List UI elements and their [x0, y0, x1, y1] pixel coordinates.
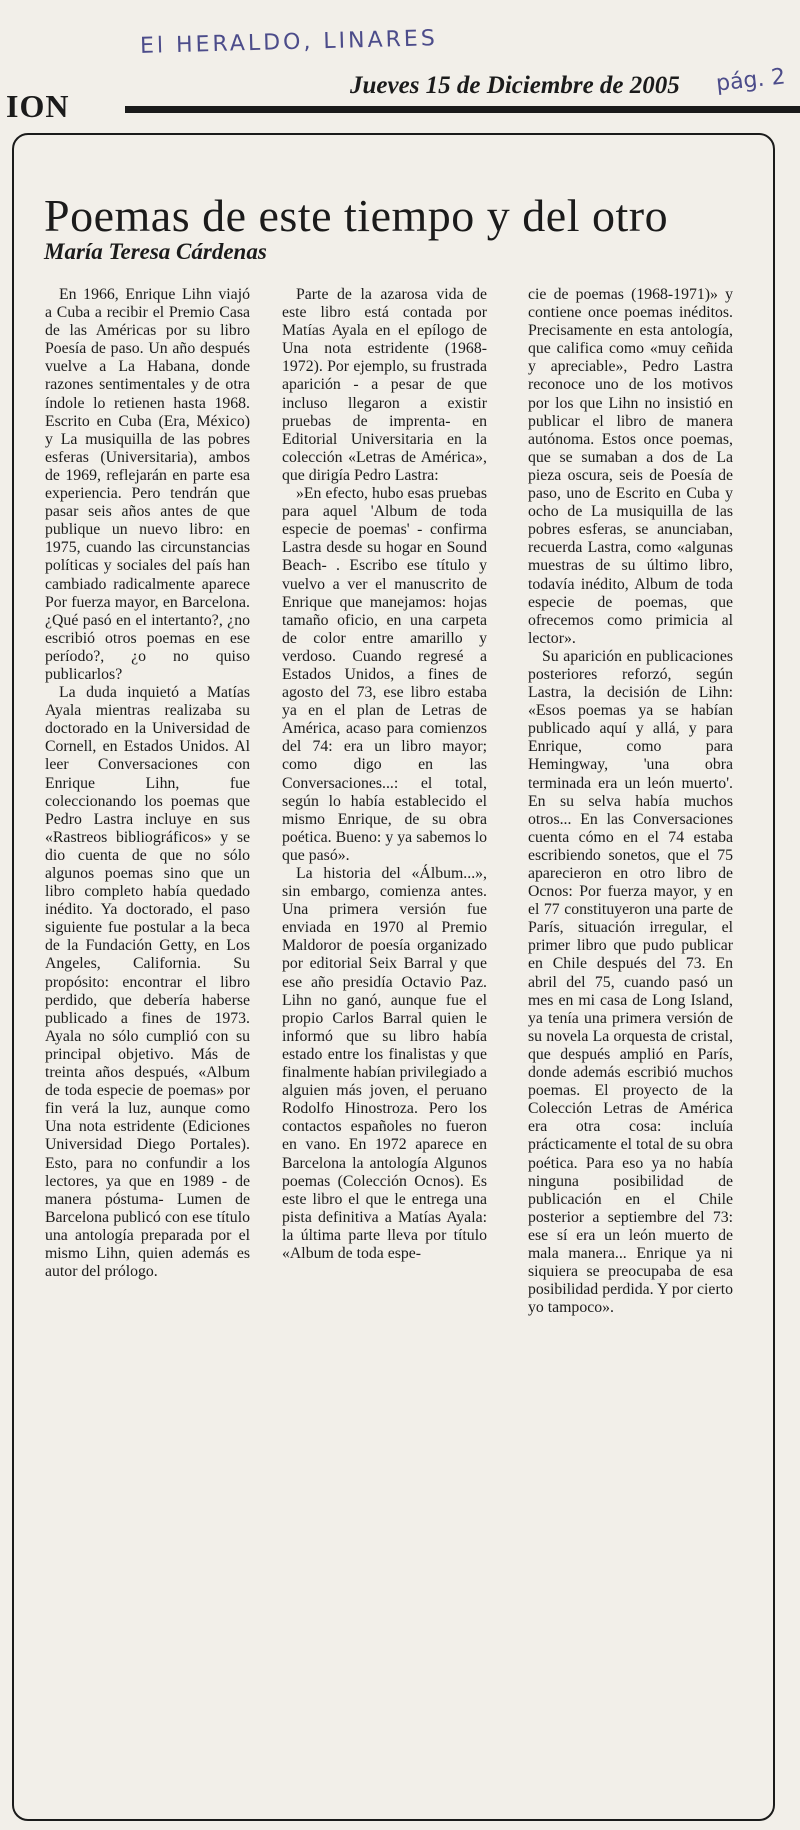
header-rule — [125, 106, 800, 113]
article-title: Poemas de este tiempo y del otro — [44, 189, 669, 241]
article-column-2 — [282, 286, 487, 1263]
article-column-1 — [45, 286, 250, 1281]
paragraph: La historia del «Álbum...», sin embargo, comienza antes. Una primera versión fue enviada en 1970 al Premio Maldoror de poesía organizado por editorial Seix Barral y que ese año presidía Octavio Paz. Lihn no ganó, aunque fue el propio Carlos Barral quien le informó que su libro había estado entre los finalistas y que finalmente habían privilegiado a alguien más joven, el peruano Rodolfo Hinostroza. Pero los contactos españoles no fueron en vano. En 1972 aparece en Barcelona la antología Algunos poemas (Colección Ocnos). Es este libro el que le entrega una pista definitiva a Matías Ayala: la última parte lleva por título «Album de toda espe- — [282, 865, 487, 1262]
article-column-3 — [528, 286, 733, 1317]
dateline: Jueves 15 de Diciembre de 2005 — [350, 72, 680, 99]
page-note: pág. 2 — [714, 64, 787, 97]
paragraph: En 1966, Enrique Lihn viajó a Cuba a recibir el Premio Casa de las Américas por su libro Poesía de paso. Un año después vuelve a La Habana, donde razones sentimentales y de otra índole lo retienen hasta 1968. Escrito en Cuba (Era, México) y La musiquilla de las pobres esferas (Universitaria), ambos de 1969, reflejarán en parte esa experiencia. Pero tendrán que pasar seis años antes de que publique un nuevo libro: en 1975, cuando las circunstancias políticas y sociales del país han cambiado radicalmente aparece Por fuerza mayor, en Barcelona. ¿Qué pasó en el intertanto?, ¿no escribió otros poemas en ese período?, ¿o no quiso publicarlos? — [45, 286, 250, 683]
article-author: María Teresa Cárdenas — [44, 239, 267, 264]
paragraph: Su aparición en publicaciones posteriores reforzó, según Lastra, la decisión de Lihn: «Esos poemas ya se habían publicado aquí y allá, y para Enrique, como para Hemingway, 'una obra terminada era un león muerto'. En su selva había muchos otros... En las Conversaciones cuenta cómo en el 74 estaba escribiendo sonetos, que el 75 aparecieron en otro libro de Ocnos: Por fuerza mayor, y en el 77 constituyeron una parte de París, situación irregular, el primer libro que pudo publicar en Chile después del 73. En abril del 75, cuando pasó un mes en mi casa de Long Island, ya tenía una primera versión de su novela La orquesta de cristal, que después amplió en París, donde además escribió muchos poemas. El proyecto de la Colección Letras de América era otra cosa: incluía prácticamente el total de su obra poética. Para eso ya no había ninguna posibilidad de publicación en el Chile posterior a septiembre del 73: ese sí era un león muerto de mala manera... Enrique ya ni siquiera se preocupaba de esa posibilidad perdida. Y por cierto yo tampoco». — [528, 647, 733, 1317]
paragraph: La duda inquietó a Matías Ayala mientras realizaba su doctorado en la Universidad de Cornell, en Estados Unidos. Al leer Conversaciones con Enrique Lihn, fue coleccionando los poemas que Pedro Lastra incluye en sus «Rastreos bibliográficos» y se dio cuenta de que no sólo algunos poemas sino que un libro completo había quedado inédito. Ya doctorado, el paso siguiente fue postular a la beca de la Fundación Getty, en Los Angeles, California. Su propósito: encontrar el libro perdido, que debería haberse publicado a fines de 1973. Ayala no sólo cumplió con su principal objetivo. Más de treinta años después, «Album de toda especie de poemas» por fin verá la luz, aunque como Una nota estridente (Ediciones Universidad Diego Portales). Esto, para no confundir a los lectores, ya que en 1989 - de manera póstuma- Lumen de Barcelona publicó con ese título una antología preparada por el mismo Lihn, quien además es autor del prólogo. — [45, 684, 250, 1281]
paragraph: cie de poemas (1968-1971)» y contiene once poemas inéditos. Precisamente en esta antología, que califica como «muy ceñida y apreciable», Pedro Lastra reconoce uno de los motivos por los que Lihn no insistió en publicar el libro de manera autónoma. Estos once poemas, que se sumaban a dos de La pieza oscura, seis de Poesía de paso, uno de Escrito en Cuba y ocho de La musiquilla de las pobres esferas, se anunciaban, recuerda Lastra, como «algunas muestras de su último libro, todavía inédito, Album de toda especie de poemas, que ofrecemos como primicia al lector». — [528, 286, 733, 647]
paragraph: Parte de la azarosa vida de este libro está contada por Matías Ayala en el epílogo de Una nota estridente (1968-1972). Por ejemplo, su frustrada aparición - a pesar de que incluso llegaron a existir pruebas de imprenta- en Editorial Universitaria en la colección «Letras de América», que dirigía Pedro Lastra: — [282, 286, 487, 484]
section-label: ION — [6, 88, 70, 124]
paragraph: »En efecto, hubo esas pruebas para aquel 'Album de toda especie de poemas' - confirma Lastra desde su hogar en Sound Beach- . Escribo ese título y vuelvo a ver el manuscrito de Enrique que manejamos: hojas tamaño oficio, en una carpeta de color entre amarillo y verdoso. Cuando regresé a Estados Unidos, a fines de agosto del 73, ese libro estaba ya en el plan de Letras de América, acaso para comienzos del 74: era un libro mayor; como digo en las Conversaciones...: el total, según lo había establecido el mismo Enrique, de su obra poética. Bueno: y ya sabemos lo que pasó». — [282, 485, 487, 864]
handwritten-note: El HERALDO, LINARES — [139, 26, 439, 59]
